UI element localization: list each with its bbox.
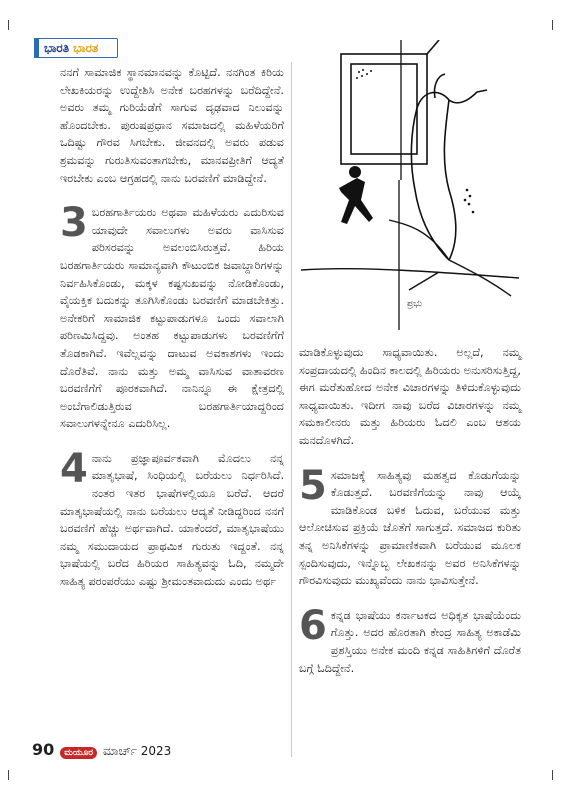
window-frame <box>341 40 439 164</box>
answer-3 <box>60 200 284 433</box>
answer-number-5: 5 <box>299 462 327 509</box>
crop-mark <box>8 770 9 780</box>
answer-5 <box>299 462 521 590</box>
column-divider <box>291 62 292 757</box>
answer-3-text: ಬರಹಗಾರ್ತಿಯರು ಅಥವಾ ಮಹಿಳೆಯರು ಎದುರಿಸುವ ಯಾವುದೇ ಸವಾಲುಗಳು ಅವರು ವಾಸಿಸುವ ಪರಿಸರವನ್ನು ಅವಲಂಬಿಸಿರುತ್ತವೆ. ಹಿರಿಯ ಬರಹಗಾರ್ತಿಯರು ಸಾಮಾನ್ಯವಾಗಿ ಕೌಟುಂಬಿಕ ಜವಾಬ್ದಾರಿಗಳನ್ನು ನಿರ್ವಹಿಸಿಕೊಂಡು, ಮಕ್ಕಳ ಕಷ್ಟಸುಖವನ್ನು ನೋಡಿಕೊಂಡು, ವೈಯಕ್ತಿಕ ಬದುಕನ್ನು ತೂಗಿಸಿಕೊಂಡು ಬರವಣಿಗೆ ಮಾಡಬೇಕಿತ್ತು. ಅನೇಕರಿಗೆ ಸಾಮಾಜಿಕ ಕಟ್ಟುಪಾಡುಗಳೂ ಒಂದು ಸವಾಲಾಗಿ ಪರಿಣಮಿಸಿದ್ದವು. ಅಂತಹ ಕಟ್ಟುಪಾಡುಗಳು ಬರವಣಿಗೆಗೆ ತೊಡಕಾಗಿವೆ. ಇವೆಲ್ಲವನ್ನು ದಾಟುವ ಅವಕಾಶಗಳು ಇಂದು ದೊರೆತಿವೆ. ನಾನು ಮತ್ತು ಅಮ್ಮ ವಾಸಿಸುವ ವಾತಾವರಣ ಬರವಣಿಗೆಗೆ ಪೂರಕವಾಗಿದೆ. ನಾನಿನ್ನೂ ಈ ಕ್ಷೇತ್ರದಲ್ಲಿ ಅಂಬೆಗಾಲಿಡುತ್ತಿರುವ ಬರಹಗಾರ್ತಿಯಾದ್ದರಿಂದ ಸವಾಲುಗಳನ್ನೇನೂ ಎದುರಿಸಿಲ್ಲ. <box>60 206 284 431</box>
issue-date: ಮಾರ್ಚ್ 2023 <box>102 744 172 758</box>
magazine-logo: ಮಯೂರ <box>60 747 97 759</box>
crop-mark <box>552 20 553 30</box>
ground-lines <box>301 220 519 296</box>
answer-6 <box>299 602 521 677</box>
page-number: 90 <box>32 740 55 759</box>
crop-mark <box>552 770 553 780</box>
header-part-1: ಭಾರತಿ <box>44 40 70 55</box>
line-art-illustration <box>299 40 529 340</box>
intro-paragraph: ನನಗೆ ಸಾಮಾಜಿಕ ಸ್ಥಾನಮಾನವನ್ನು ಕೊಟ್ಟಿದೆ. ನನಗಿಂತ ಕಿರಿಯ ಲೇಖಕಿಯರನ್ನು ಉದ್ದೇಶಿಸಿ ಅನೇಕ ಬರಹಗಳನ್ನು ಬರೆದಿದ್ದೇನೆ. ಅವರು ತಮ್ಮ ಗುರಿಯೆಡೆಗೆ ಸಾಗುವ ದೃಢವಾದ ನಿಲುವನ್ನು ಹೊಂದಬೇಕು. ಪುರುಷಪ್ರಧಾನ ಸಮಾಜದಲ್ಲಿ ಮಹಿಳೆಯರಿಗೆ ಒದಿಷ್ಟು ಗೌರವ ಸಿಗಬೇಕು. ಜೀವನದಲ್ಲಿ ಅವರು ಪಡುವ ಶ್ರಮವನ್ನು ಗುರುತಿಸುವಂತಾಗಬೇಕು, ಮಾನವಪ್ರೀತಿಗೆ ಆದ್ಯತೆ ಇರಬೇಕು ಎಂಬ ಆಗ್ರಹದಲ್ಲಿ ನಾನು ಬರವಣಿಗೆ ಮಾಡಿದ್ದೇನೆ. <box>60 66 284 185</box>
section-header <box>34 38 118 58</box>
answer-5-text: ಸಮಾಜಕ್ಕೆ ಸಾಹಿತ್ಯವು ಮಹತ್ವದ ಕೊಡುಗೆಯನ್ನು ಕೊಡುತ್ತದೆ. ಬರವಣಿಗೆಯನ್ನು ನಾವು ಆಯ್ಕೆ ಮಾಡಿಕೊಂಡ ಬಳಿಕ ಓದುವ, ಬರೆಯುವ ಮತ್ತು ಆಲೋಚಿಸುವ ಪ್ರಕ್ರಿಯೆ ಜೊತೆಗೆ ಸಾಗುತ್ತದೆ. ಸಮಾಜದ ಕುರಿತು ತನ್ನ ಅನಿಸಿಕೆಗಳನ್ನು ಪ್ರಾಮಾಣಿಕವಾಗಿ ಬರೆಯುವ ಮೂಲಕ ಸ್ಪಂದಿಸುವುದು, ಇನ್ನೊಬ್ಬ ಲೇಖಕನನ್ನು ಅವರ ಅನಿಸಿಕೆಗಳನ್ನು ಗೌರವಿಸುವುದು ಮುಖ್ಯವೆಂದು ನಾನು ಭಾವಿಸುತ್ತೇನೆ. <box>299 468 521 588</box>
artist-signature: ಪ್ರಭು <box>407 299 423 309</box>
answer-number-3: 3 <box>60 200 88 247</box>
header-part-2: ಭಾರತ <box>73 40 99 55</box>
answer-number-4: 4 <box>60 445 88 492</box>
dancing-silhouette <box>339 166 373 224</box>
window-dots <box>356 69 372 79</box>
answer-6-text: ಕನ್ನಡ ಭಾಷೆಯು ಕರ್ನಾಟಕದ ಅಧಿಕೃತ ಭಾಷೆಯೆಂದು ಗೊತ್ತು. ಅದರ ಹೊರತಾಗಿ ಕೇಂದ್ರ ಸಾಹಿತ್ಯ ಅಕಾಡೆಮಿ ಪ್ರಶಸ್ತಿಯು ಅನೇಕ ಮಂದಿ ಕನ್ನಡ ಸಾಹಿತಿಗಳಿಗೆ ದೊರೆತ ಬಗ್ಗೆ ಓದಿದ್ದೇನೆ. <box>299 608 521 675</box>
answer-4-text: ನಾನು ಪ್ರಜ್ಞಾಪೂರ್ವಕವಾಗಿ ಮೊದಲು ನನ್ನ ಮಾತೃಭಾಷೆ, ಸಿಂಧಿಯಲ್ಲಿ ಬರೆಯಲು ನಿರ್ಧರಿಸಿದೆ. ನಂತರ ಇತರ ಭಾಷೆಗಳಲ್ಲಿಯೂ ಬರೆದೆ. ಆದರೆ ಮಾತೃಭಾಷೆಯಲ್ಲಿ ನಾನು ಬರೆಯಲು ಆದ್ಯತೆ ನೀಡಿದ್ದರಿಂದ ನನಗೆ ಬರವಣಿಗೆ ಹೆಚ್ಚು ಅರ್ಥವಾಗಿದೆ. ಯಾಕೆಂದರೆ, ಮಾತೃಭಾಷೆಯು ನಮ್ಮ ಸಮುದಾಯದ ಪ್ರಾಥಮಿಕ ಗುರುತು ಇದ್ದಂತೆ. ನನ್ನ ಭಾಷೆಯಲ್ಲಿ ಬರೆದ ಹಿರಿಯರ ಸಾಹಿತ್ಯವನ್ನು ಓದಿ, ನಮ್ಮದೇ ಸಾಹಿತ್ಯ ಪರಂಪರೆಯು ಎಷ್ಟು ಶ್ರೀಮಂತವಾದುದು ಎಂದು ಅರ್ಥ <box>60 451 284 589</box>
answer-number-6: 6 <box>299 602 327 649</box>
scatter-dots <box>464 189 475 214</box>
crop-mark <box>8 20 9 30</box>
answer-4 <box>60 445 284 591</box>
left-column <box>60 64 284 591</box>
page-footer <box>32 740 171 759</box>
right-column <box>299 344 521 677</box>
continuation-paragraph: ಮಾಡಿಕೊಳ್ಳುವುದು ಸಾಧ್ಯವಾಯಿತು. ಅಲ್ಲದೆ, ನಮ್ಮ ಸಂಪ್ರದಾಯದಲ್ಲಿ ಹಿಂದಿನ ಕಾಲದಲ್ಲಿ ಹಿರಿಯರು ಅನುಸರಿಸುತ್ತಿದ್ದ, ಈಗ ಮರೆತುಹೋದ ಅನೇಕ ವಿಚಾರಗಳನ್ನು ತಿಳಿದುಕೊಳ್ಳುವುದು ಸಾಧ್ಯವಾಯಿತು. ಇದೀಗ ನಾವು ಬರೆದ ವಿಚಾರಗಳನ್ನು ನಮ್ಮ ಸಮಕಾಲೀನರು ಮತ್ತು ಹಿರಿಯರು ಓದಲಿ ಎಂಬ ಆಶಯ ಮನದೊಳಗಿದೆ. <box>299 346 521 447</box>
header-accent-bar <box>34 38 39 58</box>
